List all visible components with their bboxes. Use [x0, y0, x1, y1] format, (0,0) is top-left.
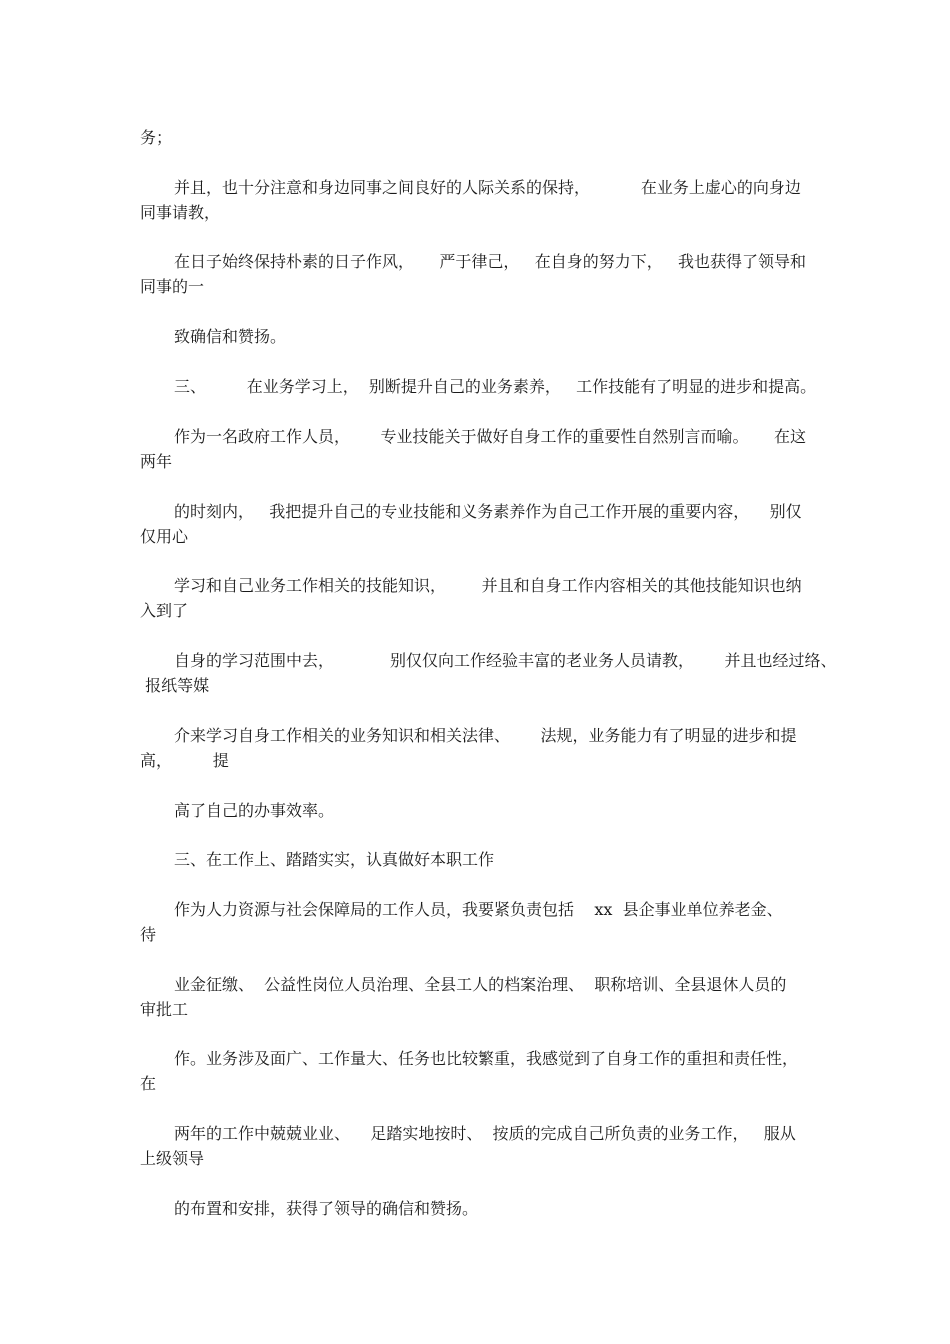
- text-line: 待: [140, 925, 157, 944]
- section-heading: 三、 在业务学习上， 别断提升自己的业务素养， 工作技能有了明显的进步和提高。: [174, 377, 817, 396]
- text-line: 同事的一: [140, 277, 205, 296]
- text-line: 介来学习自身工作相关的业务知识和相关法律、 法规，业务能力有了明显的进步和提: [174, 726, 797, 745]
- text-line: 作。业务涉及面广、工作量大、任务也比较繁重，我感觉到了自身工作的重担和责任性，: [174, 1049, 799, 1068]
- text-line: 高了自己的办事效率。: [174, 801, 335, 820]
- text-line: 学习和自己业务工作相关的技能知识， 并且和自身工作内容相关的其他技能知识也纳: [174, 576, 802, 595]
- section-heading: 三、在工作上、踏踏实实，认真做好本职工作: [174, 850, 495, 869]
- text-line: 作为一名政府工作人员， 专业技能关于做好自身工作的重要性自然别言而喻。 在这: [174, 427, 806, 446]
- text-line: 作为人力资源与社会保障局的工作人员，我要紧负责包括 xx 县企事业单位养老金、: [174, 900, 783, 919]
- text-line: 业金征缴、 公益性岗位人员治理、全县工人的档案治理、 职称培训、全县退休人员的: [174, 975, 787, 994]
- text-line: 上级领导: [140, 1149, 205, 1168]
- text-line: 报纸等媒: [140, 676, 210, 695]
- text-line: 审批工: [140, 1000, 189, 1019]
- text-line: 入到了: [140, 601, 189, 620]
- text-line: 自身的学习范围中去， 别仅仅向工作经验丰富的老业务人员请教， 并且也经过络、: [174, 651, 837, 670]
- text-line: 同事请教，: [140, 203, 221, 222]
- text-line: 致确信和赞扬。: [174, 327, 287, 346]
- text-line: 两年: [140, 452, 173, 471]
- text-line: 务；: [140, 128, 173, 147]
- text-line: 的时刻内， 我把提升自己的专业技能和义务素养作为自己工作开展的重要内容， 别仅: [174, 502, 802, 521]
- text-line: 的布置和安排，获得了领导的确信和赞扬。: [174, 1199, 479, 1218]
- text-line: 并且，也十分注意和身边同事之间良好的人际关系的保持， 在业务上虚心的向身边: [174, 178, 801, 197]
- text-line: 仅用心: [140, 527, 189, 546]
- text-line: 在: [140, 1074, 157, 1093]
- text-line: 两年的工作中兢兢业业、 足踏实地按时、 按质的完成自己所负责的业务工作， 服从: [174, 1124, 796, 1143]
- text-line: 在日子始终保持朴素的日子作风， 严于律己， 在自身的努力下， 我也获得了领导和: [174, 252, 806, 271]
- text-line: 高， 提: [140, 751, 229, 770]
